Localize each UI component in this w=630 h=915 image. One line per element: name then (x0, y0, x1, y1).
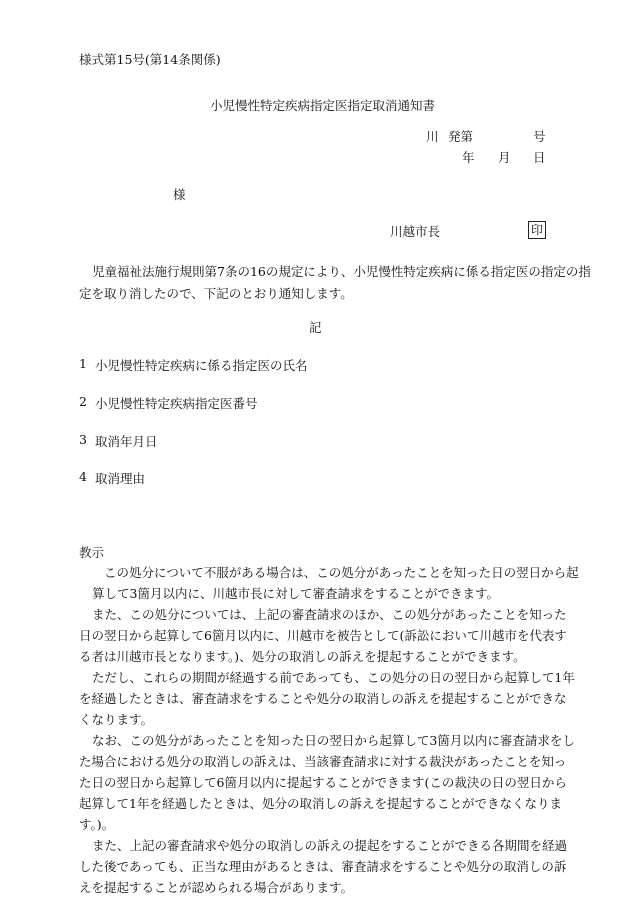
notice-line: えを提起することが認められる場合があります。 (79, 880, 354, 895)
addressee-suffix: 様 (173, 187, 186, 202)
document-title: 小児慢性特定疾病指定医指定取消通知書 (210, 98, 436, 113)
item-label: 取消理由 (95, 471, 146, 486)
item-number: 1 (79, 356, 87, 371)
item-number: 2 (79, 394, 87, 409)
body-line-1: 児童福祉法施行規則第7条の16の規定により、小児慢性特定疾病に係る指定医の指定の指 (92, 264, 591, 279)
notice-line: す。)。 (79, 817, 115, 832)
item-label: 小児慢性特定疾病指定医番号 (95, 396, 258, 411)
doc-number-prefix: 川 (426, 129, 439, 144)
body-line-2: 定を取り消したので、下記のとおり通知します。 (79, 286, 353, 301)
notice-line: た日の翌日から起算して6箇月以内に提起することができます(この裁決の日の翌日から (79, 775, 567, 790)
notice-line: ただし、これらの期間が経過する前であっても、この処分の日の翌日から起算して1年 (92, 670, 575, 685)
date-month: 月 (498, 150, 511, 165)
issuer-name: 川越市長 (390, 224, 441, 239)
notice-heading: 教示 (79, 545, 105, 560)
notice-line: 起算して1年を経過したときは、処分の取消しの訴えを提起することができなくなりま (79, 796, 562, 811)
item-label: 取消年月日 (95, 434, 158, 449)
ki-heading: 記 (309, 320, 322, 335)
seal-mark: 印 (528, 221, 546, 239)
date-year: 年 (462, 150, 475, 165)
notice-line: した後であっても、正当な理由があるときは、審査請求をすることや処分の取消しの訴 (79, 859, 567, 874)
notice-line: を経過したときは、審査請求をすることや処分の取消しの訴えを提起することができな (79, 691, 567, 706)
notice-line: くなります。 (79, 712, 154, 727)
item-number: 4 (79, 469, 87, 484)
notice-line: た場合における処分の取消しの訴えは、当該審査請求に対する裁決があったことを知っ (79, 754, 567, 769)
date-day: 日 (533, 150, 546, 165)
notice-line: また、上記の審査請求や処分の取消しの訴えの提起をすることができる各期間を経過 (92, 838, 568, 853)
notice-line: る者は川越市長となります。)、処分の取消しの訴えを提起することができます。 (79, 649, 526, 664)
form-number: 様式第15号(第14条関係) (79, 52, 221, 67)
item-label: 小児慢性特定疾病に係る指定医の氏名 (95, 358, 308, 373)
item-number: 3 (79, 432, 87, 447)
notice-line: また、この処分については、上記の審査請求のほか、この処分があったことを知った (92, 607, 567, 622)
doc-number-mid: 発第 (448, 129, 474, 144)
notice-line: 算して3箇月以内に、川越市長に対して審査請求をすることができます。 (92, 586, 499, 601)
notice-line: 日の翌日から起算して6箇月以内に、川越市を被告として(訴訟において川越市を代表す (79, 628, 567, 643)
notice-line: この処分について不服がある場合は、この処分があったことを知った日の翌日から起 (104, 565, 579, 580)
doc-number-suffix: 号 (533, 129, 546, 144)
notice-line: なお、この処分があったことを知った日の翌日から起算して3箇月以内に審査請求をし (92, 733, 575, 748)
